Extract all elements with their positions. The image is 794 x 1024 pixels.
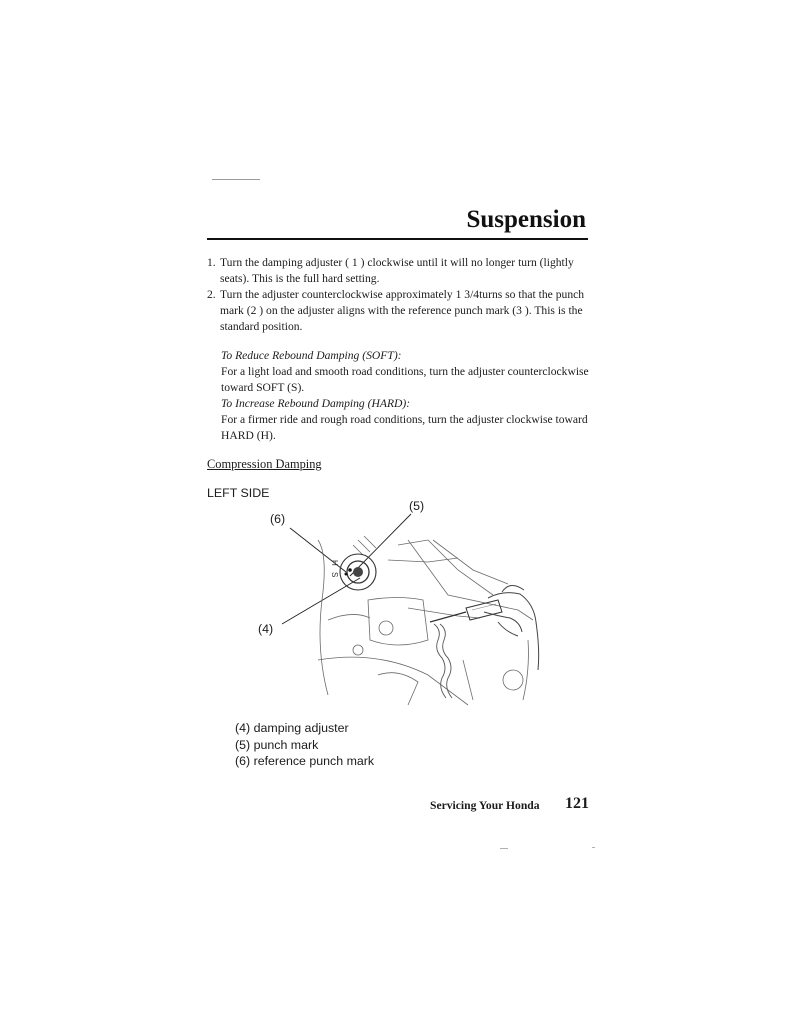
punch-mark (348, 568, 352, 572)
side-label: LEFT SIDE (207, 486, 270, 500)
soft-heading: To Reduce Rebound Damping (SOFT): (221, 349, 402, 362)
step-item (207, 287, 587, 335)
callout-4: (4) (258, 622, 274, 636)
frame-outline (318, 536, 533, 705)
subsection-title: Compression Damping (207, 457, 322, 471)
steps-list (207, 255, 587, 335)
figure-legend (235, 720, 374, 770)
section-title: Suspension (466, 206, 586, 233)
adjuster-mark-s: S (330, 572, 339, 578)
soft-text: For a light load and smooth road conditions, turn the adjuster counterclockwise toward SOFT (S). (221, 365, 589, 394)
callout-5: (5) (409, 499, 425, 513)
step-number: 2. (207, 288, 216, 301)
hard-heading: To Increase Rebound Damping (HARD): (221, 397, 411, 410)
title-rule (207, 238, 588, 240)
step-number: 1. (207, 256, 216, 269)
step-text: Turn the damping adjuster ( 1 ) clockwise until it will no longer turn (lightly seats). This is the full hard setting. (220, 256, 574, 285)
step-text: Turn the adjuster counterclockwise approximately 1 3/4turns so that the punch mark (2 ) on the adjuster aligns with the reference punch mark (3 ). This is the standard position. (220, 288, 585, 333)
hard-text: For a firmer ride and rough road conditions, turn the adjuster clockwise toward HARD (H). (221, 413, 588, 442)
leader-line-5 (350, 514, 411, 576)
adjuster-mark-h: H (330, 560, 339, 566)
reference-punch-mark (345, 573, 348, 576)
footer-text: Servicing Your Honda (430, 799, 540, 812)
page-number: 121 (565, 795, 589, 812)
step-item (207, 255, 587, 287)
legend-item: (6) reference punch mark (235, 754, 375, 768)
hand (484, 585, 539, 670)
scan-mark (212, 179, 260, 180)
scan-mark (500, 848, 508, 849)
legend-item: (4) damping adjuster (235, 721, 349, 735)
leader-line-4 (282, 578, 360, 624)
scan-mark (592, 847, 595, 848)
suspension-illustration (258, 500, 548, 710)
callout-6: (6) (270, 512, 286, 526)
legend-item: (5) punch mark (235, 737, 319, 752)
adjustment-notes (221, 348, 591, 444)
suspension-spring (434, 624, 452, 698)
screwdriver (430, 600, 502, 622)
